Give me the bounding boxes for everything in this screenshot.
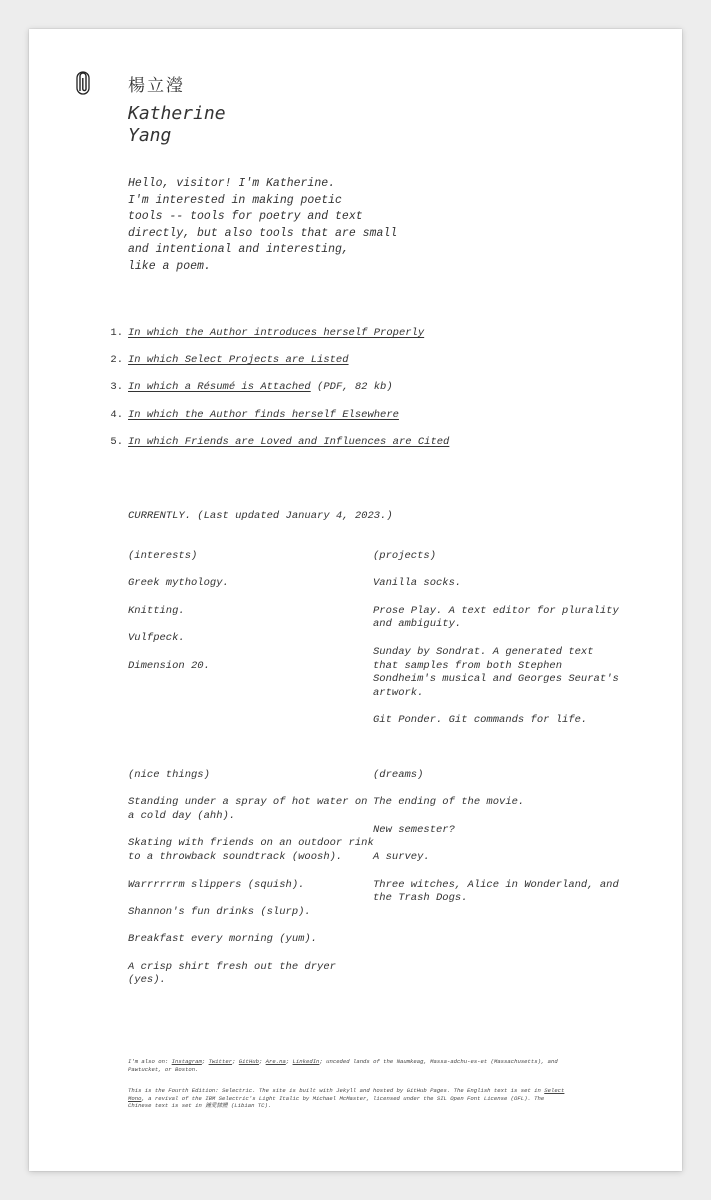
dream-item: Three witches, Alice in Wonderland, and the Trash Dogs. [373,878,619,905]
projects-heading: (projects) [373,550,437,562]
toc-number: 2. [110,354,123,367]
dreams-heading: (dreams) [373,769,424,781]
intro-line: like a poem. [128,259,211,273]
toc-link-friends[interactable]: In which Friends are Loved and Influences are Cited [128,435,450,448]
colophon-text: , a revival of the IBM Selectric's Light Italic by Michael McMaster, licensed under the SIL Open Font License (OFL). The [141,1094,545,1102]
table-of-contents [99,327,539,463]
english-name-first: Katherine [128,103,226,124]
interests-column [128,550,358,687]
project-item: Git Ponder. Git commands for life. [373,714,588,727]
interest-item: Greek mythology. [128,577,229,590]
intro-paragraph [128,176,428,275]
toc-number: 4. [110,408,123,421]
dream-item: A survey. [373,851,430,864]
footer-link-arena[interactable]: Are.na [265,1058,286,1065]
colophon-text: This is the Fourth Edition: Selectric. The site is built with Jekyll and hosted by GitHub Pages. The English text is set in [128,1087,545,1094]
dreams-column [373,769,633,920]
english-name [128,103,226,147]
chinese-name: 楊立瀅 [128,76,185,96]
footer-link-linkedin[interactable]: LinkedIn [292,1058,320,1065]
nice-thing-item: Skating with friends on an outdoor rink to a throwback soundtrack (woosh). [128,837,374,864]
toc-resume-wrapper [128,381,393,393]
footer-colophon [128,1087,608,1110]
colophon-font-link-cont[interactable]: Mono [128,1094,142,1102]
dream-item: The ending of the movie. [373,796,525,809]
intro-line: and intentional and interesting, [128,243,349,256]
toc-item [99,436,539,463]
nice-thing-item: Standing under a spray of hot water on a cold day (ahh). [128,796,368,823]
nice-thing-item: A crisp shirt fresh out the dryer (yes). [128,960,336,987]
toc-link-resume[interactable]: In which a Résumé is Attached [128,381,311,394]
nice-things-column [128,769,374,1002]
toc-link-about[interactable]: In which the Author introduces herself Properly [128,327,425,339]
project-item: Vanilla socks. [373,577,462,590]
interest-item: Knitting. [128,604,185,617]
intro-line: tools -- tools for poetry and text [128,210,363,223]
intro-line: directly, but also tools that are small [128,226,398,240]
footer-link-instagram[interactable]: Instagram [171,1058,202,1065]
footer-link-github[interactable]: GitHub [238,1058,259,1065]
toc-number: 5. [110,435,123,448]
toc-item [99,381,539,408]
toc-item [99,354,539,381]
dream-item: New semester? [373,823,455,836]
intro-line: I'm interested in making poetic [128,193,342,207]
interest-item: Dimension 20. [128,659,210,672]
intro-line: Hello, visitor! I'm Katherine. [128,177,336,190]
projects-column [373,550,633,742]
toc-item [99,327,539,354]
toc-link-projects[interactable]: In which Select Projects are Listed [128,354,349,367]
project-item: Prose Play. A text editor for plurality and ambiguity. [373,604,619,631]
toc-number: 3. [110,381,123,394]
nice-things-heading: (nice things) [128,769,210,781]
footer-also-on: I'm also on: Instagram; Twitter; GitHub; Are.na; LinkedIn; unceded lands of the Naumkeag, Massa-adchu-es-et (Massachusetts), and Pawtucket, or Boston. [128,1058,608,1073]
also-on-prefix: I'm also on: [128,1058,172,1065]
toc-resume-note: (PDF, 82 kb) [310,381,393,394]
toc-number: 1. [110,327,123,339]
nice-thing-item: Shannon's fun drinks (slurp). [128,905,311,918]
toc-link-elsewhere[interactable]: In which the Author finds herself Elsewhere [128,408,399,421]
interests-heading: (interests) [128,550,198,562]
nice-thing-item: Breakfast every morning (yum). [128,933,318,946]
also-on-line-2: Pawtucket, or Boston. [128,1065,199,1073]
interest-item: Vulfpeck. [128,632,185,645]
english-name-last: Yang [128,125,172,146]
paperclip-icon [76,71,90,95]
colophon-chinese-font: Chinese text is set in 鍾愛隸體 (Libian TC). [128,1102,272,1110]
colophon-font-link[interactable]: Select [544,1087,565,1094]
nice-thing-item: Warrrrrrm slippers (squish). [128,878,305,891]
currently-heading: CURRENTLY. (Last updated January 4, 2023.) [128,510,393,522]
also-on-suffix: ; unceded lands of the Naumkeag, Massa-adchu-es-et (Massachusetts), and [319,1058,558,1065]
project-item: Sunday by Sondrat. A generated text that samples from both Stephen Sondheim's musical and Georges Seurat's artwork. [373,645,619,699]
toc-item [99,409,539,436]
page-sheet [29,29,682,1171]
footer-link-twitter[interactable]: Twitter [208,1058,233,1065]
